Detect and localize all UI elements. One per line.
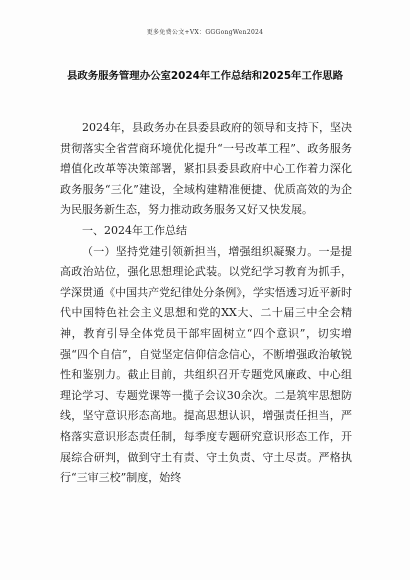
- section-paragraph: [60, 242, 352, 489]
- section-body-text: 一是提高政治站位，强化思想理论武装。以党纪学习教育为抓手，学深贯通《中国共产党纪律处分条例》，学实悟透习近平新时代中国特色社会主义思想和党的XX大、二十届三中全会精神，教育引导全体党员干部牢固树立“四个意识”，切实增强“四个自信”，自觉坚定信仰信念信心，不断增强政治敏锐性和鉴别力。截止目前，共组织召开专题党风廉政、中心组理论学习、专题党课等一揽子会议30余次。二是筑牢思想防线，坚守意识形态高地。提高思想认识，增强责任担当，严格落实意识形态责任制，每季度专题研究意识形态工作，开展综合研判，做到守土有责、守土负责、守土尽责。严格执行“三审三校”制度，始终: [60, 244, 353, 485]
- sub-heading: （一）坚持党建引领新担当，增强组织凝聚力。: [82, 244, 319, 258]
- document-title: 县政务服务管理办公室2024年工作总结和2025年工作思路: [66, 70, 344, 82]
- section-heading: 一、2024年工作总结: [82, 223, 187, 237]
- intro-paragraph: 2024年，县政务办在县委县政府的领导和支持下，坚决贯彻落实全省营商环境优化提升“一号改革工程”、政务服务增值化改革等决策部署，紧扣县委县政府中心工作着力深化政务服务“三化”建设，全域构建精准便捷、优质高效的为企为民服务新生态，努力推动政务服务又好又快发展。: [60, 121, 352, 217]
- header-note: 更多免费公文+VX：GGGongWen2024: [146, 29, 264, 36]
- document-body: [60, 118, 352, 489]
